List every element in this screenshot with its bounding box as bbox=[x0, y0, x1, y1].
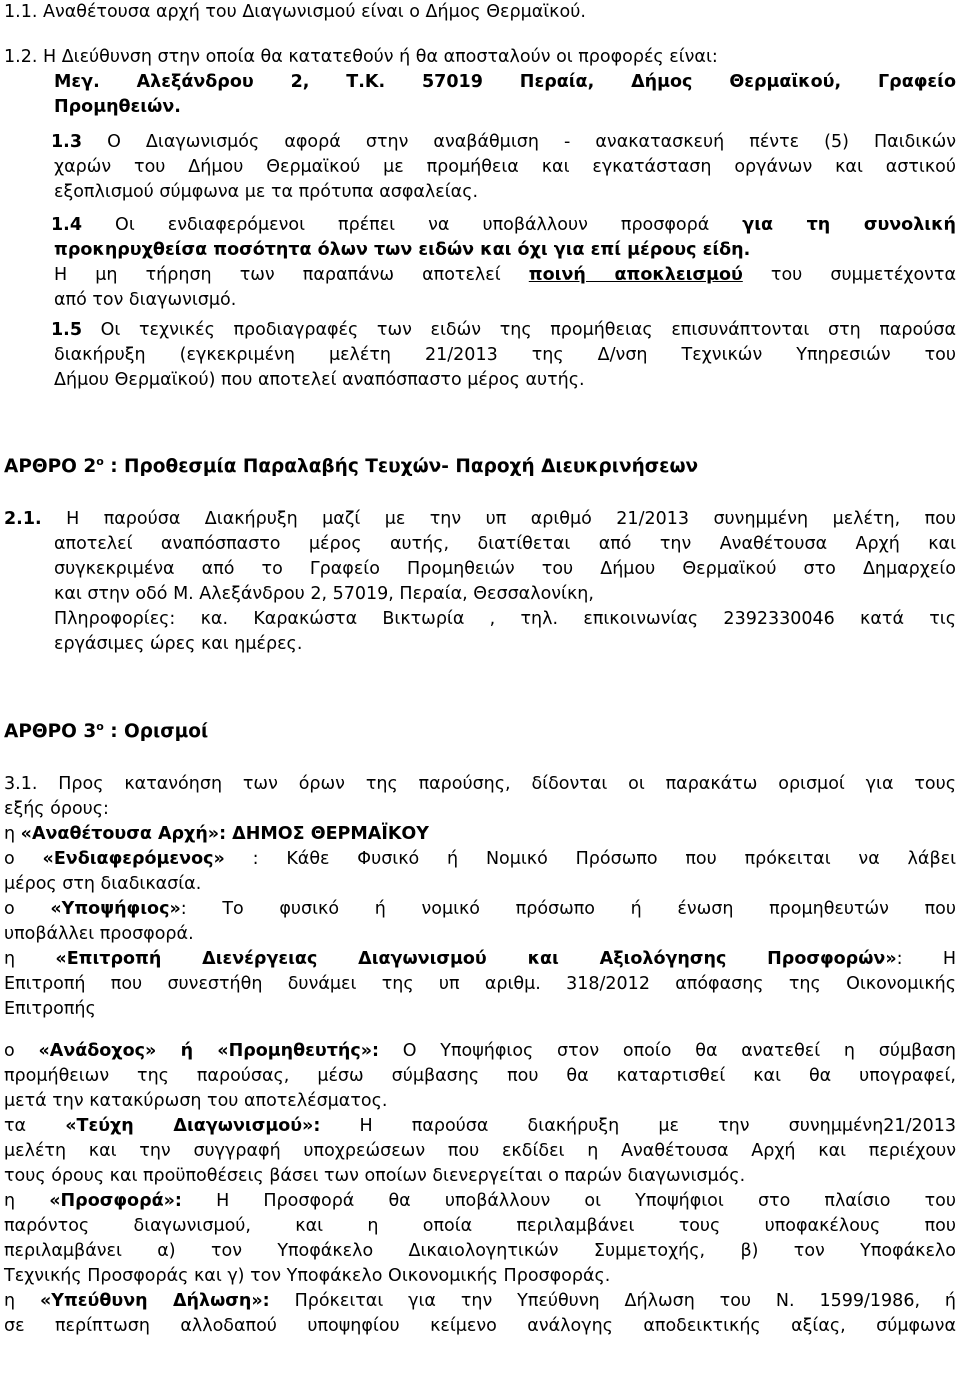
clause-text: Η μη τήρηση των παραπάνω αποτελεί bbox=[54, 265, 529, 285]
clause-1-2 bbox=[4, 45, 956, 120]
clause-1-5 bbox=[4, 318, 956, 393]
clause-1-3 bbox=[4, 130, 956, 205]
clause-3-1 bbox=[4, 772, 956, 1339]
definition-contracting-authority: η «Αναθέτουσα Αρχή»: ΔΗΜΟΣ ΘΕΡΜΑΪΚΟΥ bbox=[4, 824, 429, 844]
definition-line: τους όρους και προϋποθέσεις βάσει των οποίων διενεργείται ο παρών διαγωνισμός. bbox=[4, 1166, 746, 1186]
clause-line bbox=[4, 507, 956, 532]
clause-line: εξής όρους: bbox=[4, 799, 109, 819]
definition-line: μελέτη και την συγγραφή υποχρεώσεων που εκδίδει η Αναθέτουσα Αρχή και περιέχουν bbox=[4, 1141, 956, 1161]
definition-line: μέρος στη διαδικασία. bbox=[4, 874, 202, 894]
clause-text: Ο Διαγωνισμός αφορά στην αναβάθμιση - ανακατασκευή πέντε (5) Παιδικών bbox=[82, 132, 956, 152]
clause-text: Αναθέτουσα αρχή του Διαγωνισμού είναι ο Δήμος Θερμαϊκού. bbox=[37, 2, 586, 22]
clause-text: Οι ενδιαφερόμενοι πρέπει να υποβάλλουν προσφορά bbox=[82, 215, 743, 235]
clause-text: Η παρούσα Διακήρυξη μαζί με την υπ αριθμό 21/2013 συνημμένη μελέτη, που bbox=[41, 509, 956, 529]
clause-text: Οι τεχνικές προδιαγραφές των ειδών της προμήθειας επισυνάπτονται στη παρούσα bbox=[82, 320, 956, 340]
clause-number: 2.1. bbox=[4, 509, 42, 529]
clause-line: διακήρυξη (εγκεκριμένη μελέτη 21/2013 της Δ/νση Τεχνικών Υπηρεσιών του bbox=[54, 345, 956, 365]
definition-offer: η «Προσφορά»: Η Προσφορά θα υποβάλλουν οι Υποψήφιοι στο πλαίσιο του bbox=[4, 1191, 956, 1211]
address-line: Προμηθειών. bbox=[54, 97, 181, 117]
clause-line: Δήμου Θερμαϊκού) που αποτελεί αναπόσπαστο μέρος αυτής. bbox=[54, 370, 585, 390]
definition-line: υποβάλλει προσφορά. bbox=[4, 924, 194, 944]
definition-line: παρόντος διαγωνισμού, και η οποία περιλαμβάνει τους υποφακέλους που bbox=[4, 1216, 956, 1236]
definition-term: «Ανάδοχος» ή «Προμηθευτής»: bbox=[38, 1041, 380, 1061]
penalty-text: ποινή αποκλεισμού bbox=[528, 265, 743, 285]
clause-line bbox=[51, 130, 956, 155]
clause-number: 1.4 bbox=[51, 215, 83, 235]
clause-1-1 bbox=[4, 0, 956, 25]
clause-line bbox=[54, 263, 956, 288]
clause-line: αποτελεί αναπόσπαστο μέρος αυτής, διατίθεται από την Αναθέτουσα Αρχή και bbox=[54, 534, 956, 554]
bold-text: για τη συνολική bbox=[742, 215, 956, 235]
clause-line: προκηρυχθείσα ποσότητα όλων των ειδών και όχι για επί μέρους είδη. bbox=[54, 240, 751, 260]
clause-number: 1.3 bbox=[51, 132, 83, 152]
definition-term: «Προσφορά»: bbox=[49, 1191, 182, 1211]
definition-term: «Επιτροπή Διενέργειας Διαγωνισμού και Αξιολόγησης Προσφορών» bbox=[55, 949, 897, 969]
definition-line: μετά την κατακύρωση του αποτελέσματος. bbox=[4, 1091, 388, 1111]
clause-line: 3.1. Προς κατανόηση των όρων της παρούσης, δίδονται οι παρακάτω ορισμοί για τους bbox=[4, 774, 956, 794]
clause-line: εργάσιμες ώρες και ημέρες. bbox=[54, 634, 303, 654]
definition-term: «Αναθέτουσα Αρχή»: ΔΗΜΟΣ ΘΕΡΜΑΪΚΟΥ bbox=[20, 824, 429, 844]
definition-term: «Τεύχη Διαγωνισμού»: bbox=[65, 1116, 321, 1136]
definition-line: Τεχνικής Προσφοράς και γ) τον Υποφάκελο Οικονομικής Προσφοράς. bbox=[4, 1266, 611, 1286]
clause-number: 1.1. bbox=[4, 2, 38, 22]
definition-line: Επιτροπή που συνεστήθη δυνάμει της υπ αριθμ. 318/2012 απόφασης της Οικονομικής bbox=[4, 974, 956, 994]
address-line: Μεγ. Αλεξάνδρου 2, Τ.Κ. 57019 Περαία, Δήμος Θερμαϊκού, Γραφείο bbox=[54, 72, 956, 92]
clause-line: χαρών του Δήμου Θερμαϊκού με προμήθεια και εγκατάσταση οργάνων και αστικού bbox=[54, 157, 956, 177]
clause-2-1 bbox=[4, 507, 956, 657]
clause-line: εξοπλισμού σύμφωνα με τα πρότυπα ασφαλείας. bbox=[54, 182, 479, 202]
clause-number: 1.2. bbox=[4, 47, 38, 67]
clause-1-4 bbox=[4, 213, 956, 313]
definition-term: «Υποψήφιος» bbox=[50, 899, 181, 919]
clause-number: 1.5 bbox=[51, 320, 83, 340]
definition-contractor: ο «Ανάδοχος» ή «Προμηθευτής»: Ο Υποψήφιος στον οποίο θα ανατεθεί η σύμβαση bbox=[4, 1041, 956, 1061]
definition-tender-documents: τα «Τεύχη Διαγωνισμού»: Η παρούσα διακήρυξη με την συνημμένη21/2013 bbox=[4, 1116, 956, 1136]
definition-line: Επιτροπής bbox=[4, 999, 96, 1019]
definition-candidate: ο «Υποψήφιος»: Το φυσικό ή νομικό πρόσωπο ή ένωση προμηθευτών που bbox=[4, 899, 956, 919]
clause-text: Η Διεύθυνση στην οποία θα κατατεθούν ή θα αποσταλούν οι προφορές είναι: bbox=[37, 47, 718, 67]
definition-term: «Υπεύθυνη Δήλωση»: bbox=[39, 1291, 270, 1311]
clause-text: του συμμετέχοντα bbox=[742, 265, 956, 285]
definition-term: «Ενδιαφερόμενος» bbox=[42, 849, 225, 869]
clause-line: από τον διαγωνισμό. bbox=[54, 290, 237, 310]
definition-interested-party: ο «Ενδιαφερόμενος» : Κάθε Φυσικό ή Νομικό Πρόσωπο που πρόκειται να λάβει bbox=[4, 849, 956, 869]
article-2-heading: ΑΡΘΡΟ $2^o$ : Προθεσμία Παραλαβής Τευχών- Παροχή Διευκρινήσεων bbox=[4, 455, 699, 477]
definition-line: προμήθειων της παρούσας, μέσω σύμβασης που θα καταρτισθεί και θα υπογραφεί, bbox=[4, 1066, 956, 1086]
definition-solemn-declaration: η «Υπεύθυνη Δήλωση»: Πρόκειται για την Υπεύθυνη Δήλωση του Ν. 1599/1986, ή bbox=[4, 1291, 956, 1311]
clause-line: και στην οδό Μ. Αλεξάνδρου 2, 57019, Περαία, Θεσσαλονίκη, bbox=[54, 584, 594, 604]
definition-committee: η «Επιτροπή Διενέργειας Διαγωνισμού και Αξιολόγησης Προσφορών»: Η bbox=[4, 949, 956, 969]
article-3-heading: ΑΡΘΡΟ $3^o$ : Ορισμοί bbox=[4, 720, 209, 742]
clause-line bbox=[51, 213, 956, 238]
clause-line bbox=[51, 318, 956, 343]
definition-line: περιλαμβάνει α) τον Υποφάκελο Δικαιολογητικών Συμμετοχής, β) τον Υποφάκελο bbox=[4, 1241, 956, 1261]
clause-line: συγκεκριμένα από το Γραφείο Προμηθειών του Δήμου Θερμαϊκού στο Δημαρχείο bbox=[54, 559, 956, 579]
definition-line: σε περίπτωση αλλοδαπού υποψηφίου κείμενο ανάλογης αποδεικτικής αξίας, σύμφωνα bbox=[4, 1316, 956, 1336]
clause-line: Πληροφορίες: κα. Καρακώστα Βικτωρία , τηλ. επικοινωνίας 2392330046 κατά τις bbox=[54, 609, 956, 629]
